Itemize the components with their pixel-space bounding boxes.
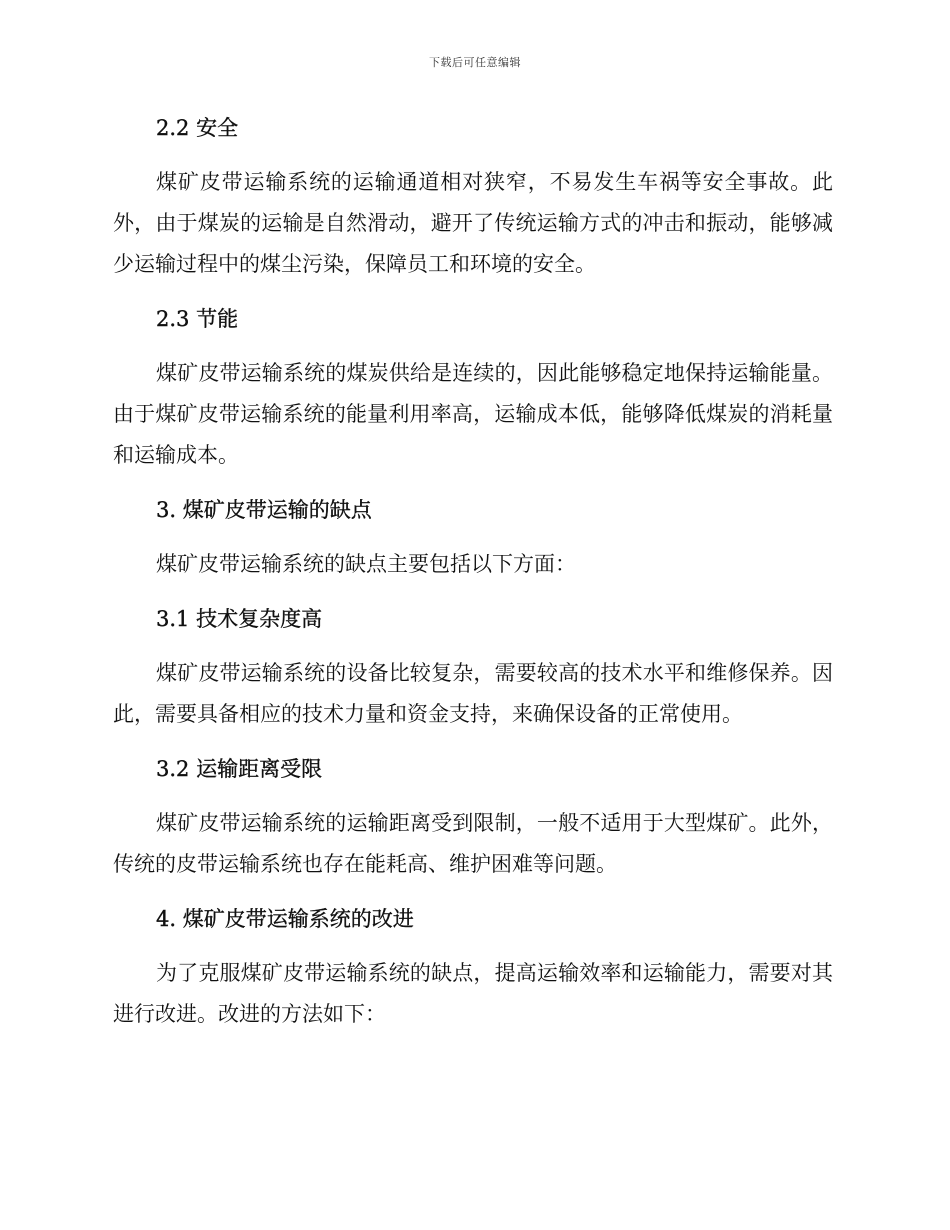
section-paragraph: 为了克服煤矿皮带运输系统的缺点，提高运输效率和运输能力，需要对其进行改进。改进的方法如下： xyxy=(113,961,833,1026)
document-body xyxy=(113,108,833,1035)
section-heading: 2.2 安全 xyxy=(156,116,239,140)
section-heading: 3.1 技术复杂度高 xyxy=(156,607,323,631)
section-heading: 4. 煤矿皮带运输系统的改进 xyxy=(156,907,414,931)
section-heading: 2.3 节能 xyxy=(156,307,239,331)
section-heading: 3. 煤矿皮带运输的缺点 xyxy=(156,498,372,522)
section-paragraph: 煤矿皮带运输系统的缺点主要包括以下方面： xyxy=(156,552,576,576)
section-heading: 3.2 运输距离受限 xyxy=(156,757,323,781)
page-header-note: 下载后可任意编辑 xyxy=(429,56,521,69)
section-paragraph: 煤矿皮带运输系统的设备比较复杂，需要较高的技术水平和维修保养。因此，需要具备相应的技术力量和资金支持，来确保设备的正常使用。 xyxy=(113,661,833,726)
section-paragraph: 煤矿皮带运输系统的运输通道相对狭窄，不易发生车祸等安全事故。此外，由于煤炭的运输是自然滑动，避开了传统运输方式的冲击和振动，能够减少运输过程中的煤尘污染，保障员工和环境的安全。 xyxy=(113,170,833,276)
section-paragraph: 煤矿皮带运输系统的煤炭供给是连续的，因此能够稳定地保持运输能量。由于煤矿皮带运输系统的能量利用率高，运输成本低，能够降低煤炭的消耗量和运输成本。 xyxy=(113,361,833,467)
section-paragraph: 煤矿皮带运输系统的运输距离受到限制，一般不适用于大型煤矿。此外，传统的皮带运输系统也存在能耗高、维护困难等问题。 xyxy=(113,811,833,876)
